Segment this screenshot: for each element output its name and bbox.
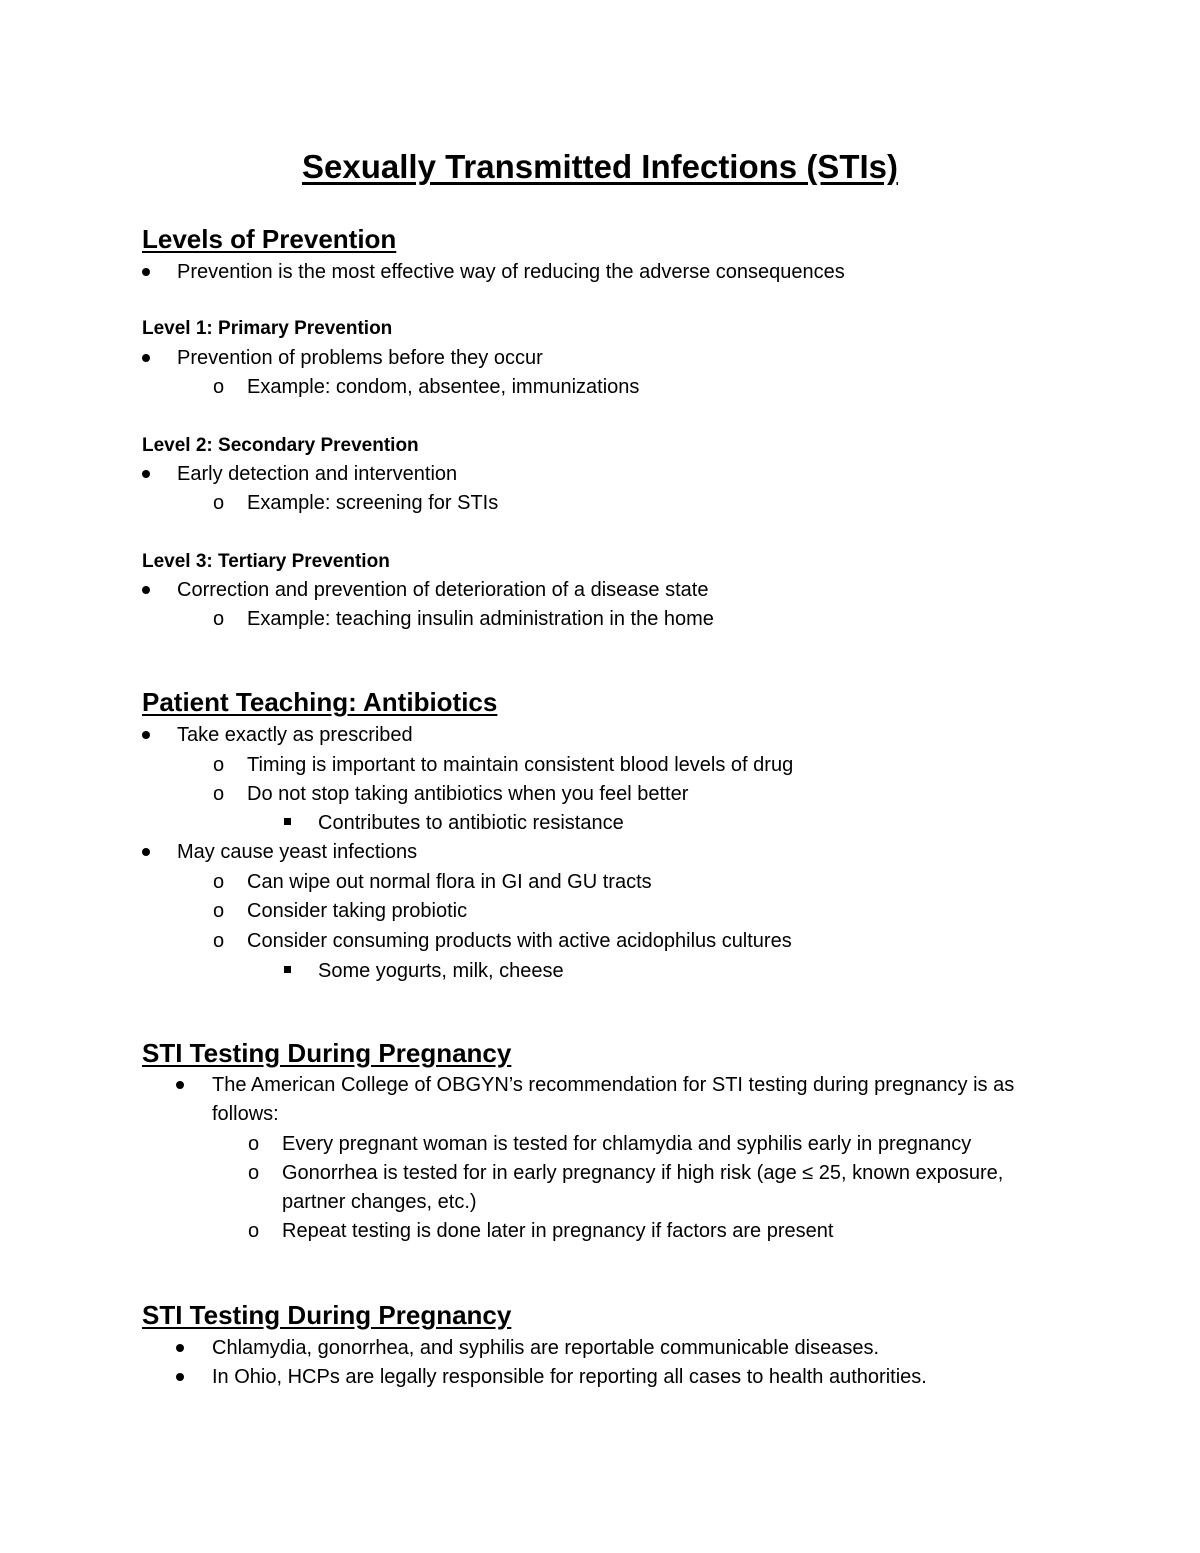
testing2-heading: STI Testing During Pregnancy [142,1300,512,1330]
testing1-heading: STI Testing During Pregnancy [142,1038,512,1068]
square-bullet-icon [284,818,291,825]
bullet-icon [142,848,150,856]
antibiotics-bullet-2: May cause yeast infections [177,841,418,863]
circle-bullet-icon: o [248,1133,260,1155]
testing1-sub-3: Repeat testing is done later in pregnancy if factors are present [282,1220,834,1242]
levels-intro: Prevention is the most effective way of reducing the adverse consequences [177,261,845,283]
bullet-icon [176,1344,184,1352]
level1-bullet: Prevention of problems before they occur [177,347,543,369]
circle-bullet-icon: o [213,783,225,805]
circle-bullet-icon: o [248,1220,260,1242]
level1-sub: Example: condom, absentee, immunizations [247,376,640,398]
antibiotics-sub-2: Do not stop taking antibiotics when you feel better [247,783,689,805]
antibiotics-sub-sub-2: Some yogurts, milk, cheese [318,960,564,982]
level1-heading: Level 1: Primary Prevention [142,318,393,339]
circle-bullet-icon: o [213,608,225,630]
antibiotics-heading: Patient Teaching: Antibiotics [142,687,498,717]
level3-heading: Level 3: Tertiary Prevention [142,551,390,572]
antibiotics-bullet-1: Take exactly as prescribed [177,724,413,746]
testing1-sub-1: Every pregnant woman is tested for chlamydia and syphilis early in pregnancy [282,1133,972,1155]
antibiotics-sub-1: Timing is important to maintain consistent blood levels of drug [247,754,794,776]
circle-bullet-icon: o [213,900,225,922]
antibiotics-sub-sub-1: Contributes to antibiotic resistance [318,812,624,834]
level2-bullet: Early detection and intervention [177,463,458,485]
circle-bullet-icon: o [213,492,225,514]
testing1-sub-2-line1: Gonorrhea is tested for in early pregnancy if high risk (age ≤ 25, known exposure, [282,1162,1004,1184]
bullet-icon [142,354,150,362]
level3-sub: Example: teaching insulin administration in the home [247,608,714,630]
circle-bullet-icon: o [248,1162,260,1184]
square-bullet-icon [284,966,291,973]
bullet-icon [142,586,150,594]
bullet-icon [142,268,150,276]
levels-heading: Levels of Prevention [142,224,397,254]
level3-bullet: Correction and prevention of deterioration of a disease state [177,579,709,601]
bullet-icon [176,1373,184,1381]
antibiotics-sub-4: Consider taking probiotic [247,900,468,922]
antibiotics-sub-3: Can wipe out normal flora in GI and GU tracts [247,871,652,893]
circle-bullet-icon: o [213,930,225,952]
testing2-bullet-1: Chlamydia, gonorrhea, and syphilis are reportable communicable diseases. [212,1337,880,1359]
circle-bullet-icon: o [213,754,225,776]
bullet-icon [176,1081,184,1089]
testing2-bullet-2: In Ohio, HCPs are legally responsible for reporting all cases to health authorities. [212,1366,927,1388]
testing1-sub-2-line2: partner changes, etc.) [282,1191,477,1213]
testing1-bullet-line1: The American College of OBGYN’s recommendation for STI testing during pregnancy is as [212,1074,1015,1096]
level2-heading: Level 2: Secondary Prevention [142,435,419,456]
testing1-bullet-line2: follows: [212,1103,279,1125]
circle-bullet-icon: o [213,871,225,893]
circle-bullet-icon: o [213,376,225,398]
bullet-icon [142,470,150,478]
bullet-icon [142,731,150,739]
level2-sub: Example: screening for STIs [247,492,499,514]
page-title: Sexually Transmitted Infections (STIs) [302,148,898,185]
antibiotics-sub-5: Consider consuming products with active acidophilus cultures [247,930,792,952]
